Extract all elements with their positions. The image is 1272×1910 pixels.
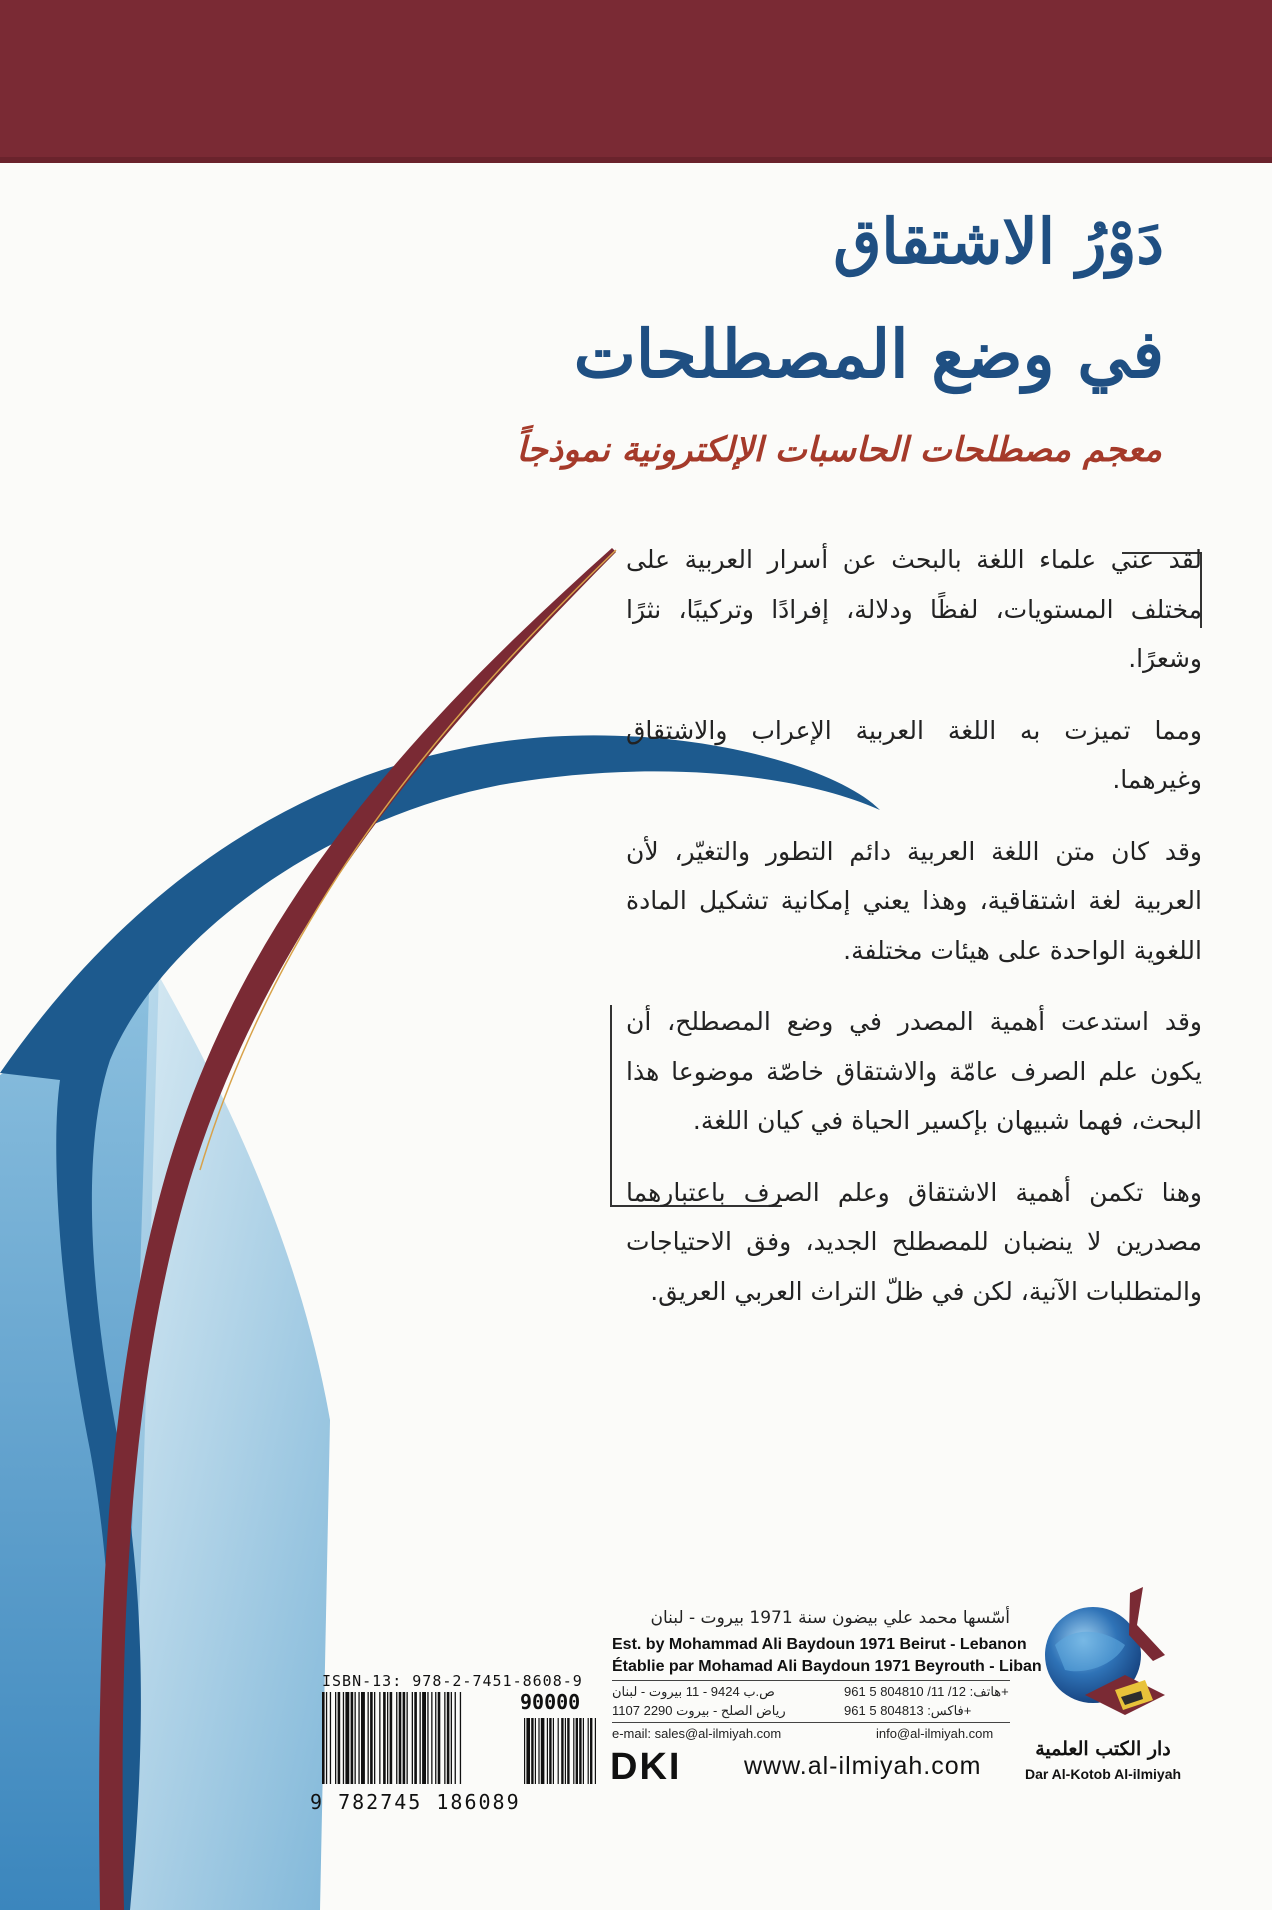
barcode-bar [549,1718,551,1784]
barcode-bar [407,1692,408,1784]
barcode-bar [526,1718,530,1784]
barcode-bar [435,1692,436,1784]
publisher-name-ar: دار الكتب العلمية [1035,1738,1171,1760]
blurb-paragraph: ومما تميزت به اللغة العربية الإعراب والاشتقاق وغيرهما. [626,715,1202,794]
barcode-bar [383,1692,386,1784]
blurb-paragraph: وقد استدعت أهمية المصدر في وضع المصطلح، أن يكون علم الصرف عامّة والاشتقاق خاصّة موضوعا هذا البحث، فهما شبيهان بإكسير الحياة في كيان اللغة. [626,1007,1202,1135]
barcode-bar [330,1692,331,1784]
barcode-bar [431,1692,432,1784]
barcode-bar [438,1692,441,1784]
divider [612,1722,1010,1723]
barcode-bar [573,1718,574,1784]
book-title-line1: دَوْرُ الاشتقاق [833,205,1164,278]
price-code: 90000 [520,1690,581,1714]
barcode-bar [420,1692,421,1784]
barcode-bar [422,1692,426,1784]
barcode-bar [335,1692,336,1784]
barcode-bar [368,1692,369,1784]
publisher-fax: فاكس: 804813 5 961+ [844,1703,972,1718]
barcode-bar [387,1692,388,1784]
barcode-bar [370,1692,373,1784]
barcode-bar [595,1718,596,1784]
publisher-name-en: Dar Al-Kotob Al-ilmiyah [1024,1766,1182,1782]
barcode-bar [390,1692,393,1784]
dki-logo-text: DKI [610,1746,682,1788]
barcode-bar [567,1718,569,1784]
barcode-bar [358,1692,359,1784]
barcode-bar [565,1718,566,1784]
publisher-founder-ar: أسّسها محمد علي بيضون سنة 1971 بيروت - لبنان [650,1608,1010,1628]
publisher-email-info[interactable]: info@al-ilmiyah.com [876,1726,994,1741]
barcode-bar [351,1692,354,1784]
publisher-pobox: ص.ب 9424 - 11 بيروت - لبنان [612,1684,775,1699]
barcode-bar [579,1718,581,1784]
barcode-bar [447,1692,450,1784]
barcode-bar [326,1692,327,1784]
barcode-bar [531,1718,533,1784]
barcode-bar [583,1718,584,1784]
book-title-line2: في وضع المصطلحات [573,315,1164,393]
barcode-bar [576,1718,578,1784]
barcode-bar [590,1718,592,1784]
barcode-bar [403,1692,406,1784]
publisher-phone: هاتف: 12/ 11/ 804810 5 961+ [844,1684,1009,1699]
barcode-bar [524,1718,525,1784]
publisher-email-sales[interactable]: e-mail: sales@al-ilmiyah.com [612,1726,782,1741]
publisher-address: رياض الصلح - بيروت 2290 1107 [612,1703,786,1718]
barcode-bar [343,1692,344,1784]
barcode-digits: 9 782745 186089 [310,1790,521,1814]
barcode-bar [379,1692,380,1784]
blurb-paragraph: وهنا تكمن أهمية الاشتقاق وعلم الصرف باعتبارهما مصدرين لا ينضبان للمصطلح الجديد، وفق الاحتياجات والمتطلبات الآنية، لكن في ظلّ التراث العربي العريق. [626,1177,1202,1306]
publisher-globe-icon [1025,1585,1185,1735]
publisher-est-en: Est. by Mohammad Ali Baydoun 1971 Beirut - Lebanon [612,1636,1027,1653]
barcode-bar [396,1692,397,1784]
barcode-bar [547,1718,548,1784]
barcode-bar [345,1692,349,1784]
barcode-bar [541,1718,545,1784]
publisher-est-fr: Établie par Mohamad Ali Baydoun 1971 Beyrouth - Liban [612,1658,1042,1675]
barcode-bar [455,1692,456,1784]
barcode-bar [451,1692,452,1784]
publisher-website[interactable]: www.al-ilmiyah.com [744,1752,982,1780]
barcode-bar [538,1718,539,1784]
barcode-bar [460,1692,461,1784]
barcode-bar [322,1692,325,1784]
blurb-paragraph: وقد كان متن اللغة العربية دائم التطور والتغيّر، لأن العربية لغة اشتقاقية، وهذا يعني إمكانية تشكيل المادة اللغوية الواحدة على هيئات مختلفة. [626,836,1202,965]
barcode-bar [355,1692,356,1784]
blurb-text [626,535,1202,1338]
barcode-bar [444,1692,445,1784]
barcode-bar [588,1718,589,1784]
barcode-bar [338,1692,341,1784]
isbn-label: ISBN-13: 978-2-7451-8608-9 [322,1672,583,1690]
barcode-bar [553,1718,554,1784]
barcode-bar [399,1692,402,1784]
barcode-bar [561,1718,563,1784]
barcode-bar [558,1718,559,1784]
barcode-bar [361,1692,365,1784]
barcode-bar [374,1692,375,1784]
barcode-bar [412,1692,413,1784]
barcode-bar [427,1692,428,1784]
barcode-bar [414,1692,417,1784]
book-subtitle: معجم مصطلحات الحاسبات الإلكترونية نموذجاً [516,430,1162,470]
blurb-paragraph: لقد عني علماء اللغة بالبحث عن أسرار العربية على مختلف المستويات، لفظًا ودلالة، إفرادًا وتركيبًا، نثرًا وشعرًا. [626,545,1202,673]
barcode-bar [535,1718,536,1784]
divider [612,1680,1010,1681]
